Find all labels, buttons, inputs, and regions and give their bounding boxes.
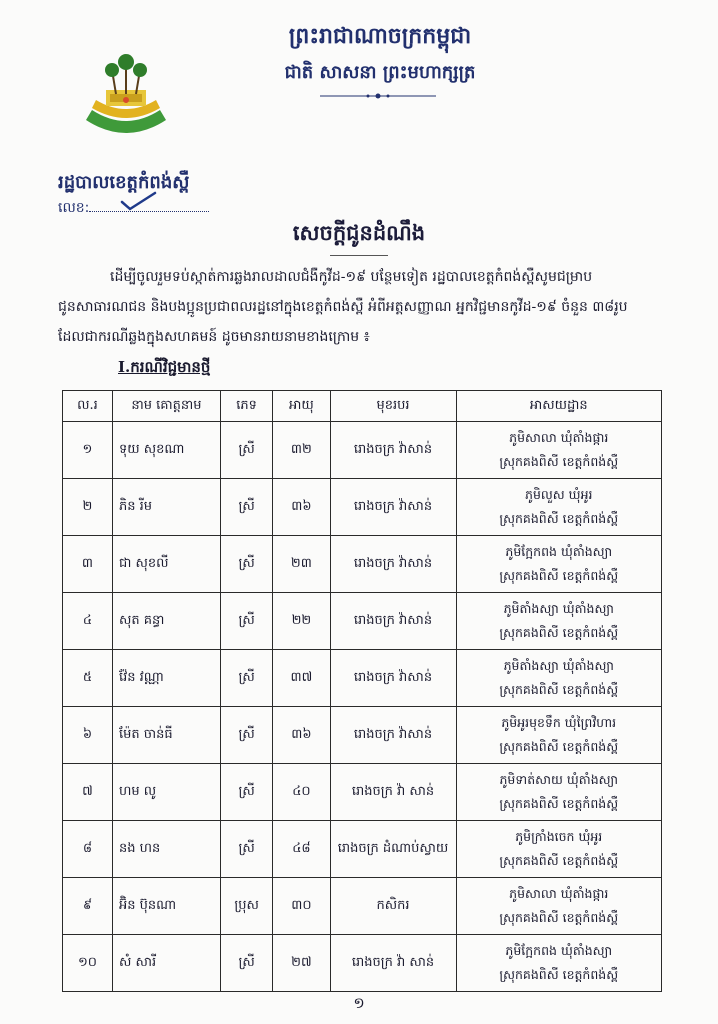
col-header-occupation: មុខរបរ (330, 391, 456, 422)
address-line-district: ស្រុកគងពិសី ខេត្តកំពង់ស្ពឺ (499, 796, 619, 811)
table-row (63, 821, 662, 878)
cell-age: ២៣ (273, 536, 330, 593)
address-line-district: ស្រុកគងពិសី ខេត្តកំពង់ស្ពឺ (499, 454, 619, 469)
cell-sex: ស្រី (220, 935, 272, 992)
cell-name: សុត គន្ធា (112, 593, 220, 650)
cell-age: ៣០ (273, 878, 330, 935)
kingdom-heading: ព្រះរាជាណាចក្រកម្ពុជា (288, 23, 472, 49)
cell-address (456, 479, 662, 536)
cell-name: វ៉ែន វណ្ណា (112, 650, 220, 707)
checkmark-icon (118, 190, 158, 212)
page-number: ១ (353, 994, 365, 1012)
cell-no: ៣ (63, 536, 113, 593)
cell-occupation: រោងចក្រ វ៉ាសាន់ (330, 536, 456, 593)
issuing-office: រដ្ឋបាលខេត្តកំពង់ស្ពឺ (58, 172, 190, 193)
address-line-village: ភូមិលួស ឃុំអូរ (525, 487, 593, 502)
reference-label: លេខ: (58, 200, 90, 216)
intro-paragraph: ដើម្បីចូលរួមទប់ស្កាត់ការឆ្លងរាលដាលជំងឺកូវីដ-១៩ បន្ថែមទៀត រដ្ឋបាលខេត្តកំពង់ស្ពឺសូមជម្រាប ជូនសាធារណជន និងបងប្អូនប្រជាពលរដ្ឋនៅក្នុងខេត្តកំពង់ស្ពឺ អំពីអត្តសញ្ញាណ អ្នកវិជ្ជមានកូវីដ-១៩ ចំនួន ៣៨រូប ដែលជាករណីឆ្លងក្នុងសហគមន៍ ដូចមានរាយនាមខាងក្រោម ៖ (58, 269, 628, 345)
cell-age: ៣៦ (273, 707, 330, 764)
cell-sex: ប្រុស (220, 878, 272, 935)
address-line-district: ស្រុកគងពិសី ខេត្តកំពង់ស្ពឺ (499, 967, 619, 982)
col-header-age: អាយុ (273, 391, 330, 422)
col-header-sex: ភេទ (220, 391, 272, 422)
cell-address (456, 821, 662, 878)
cell-age: ៣៧ (273, 650, 330, 707)
address-line-village: ភូមិក្អែកពង ឃុំតាំងស្យា (505, 943, 613, 958)
address-line-village: ភូមិសាលា ឃុំតាំងផ្ការ (509, 886, 609, 901)
cell-sex: ស្រី (220, 536, 272, 593)
table-row (63, 422, 662, 479)
table-row (63, 764, 662, 821)
cell-address (456, 650, 662, 707)
cell-sex: ស្រី (220, 764, 272, 821)
divider-ornament-icon (318, 92, 438, 100)
col-header-address: អាសយដ្ឋាន (456, 391, 662, 422)
cell-no: ៥ (63, 650, 113, 707)
cell-name: អ៊ិន ប៊ុនណា (112, 878, 220, 935)
cell-address (456, 707, 662, 764)
address-line-district: ស្រុកគងពិសី ខេត្តកំពង់ស្ពឺ (499, 625, 619, 640)
cell-address (456, 536, 662, 593)
table-header-row (63, 391, 662, 422)
address-line-village: ភូមិសាលា ឃុំតាំងផ្ការ (509, 430, 609, 445)
address-line-village: ភូមិអូរមុខទឹក ឃុំព្រៃវិហារ (501, 715, 617, 730)
cell-address (456, 422, 662, 479)
cell-occupation: រោងចក្រ ដំណាប់ស្វាយ (330, 821, 456, 878)
address-line-village: ភូមិទាត់សាយ ឃុំតាំងស្យា (499, 772, 619, 787)
cell-sex: ស្រី (220, 707, 272, 764)
address-line-village: ភូមិតាំងស្យា ឃុំតាំងស្យា (503, 658, 614, 673)
cell-occupation: រោងចក្រ វ៉ា សាន់ (330, 764, 456, 821)
cell-name: ភិន រីម (112, 479, 220, 536)
table-row (63, 707, 662, 764)
col-header-no: ល.រ (63, 391, 113, 422)
cell-name: ម៉ែត ចាន់ធី (112, 707, 220, 764)
address-line-village: ភូមិក្អែកពង ឃុំតាំងស្យា (505, 544, 613, 559)
cell-occupation: រោងចក្រ វ៉ាសាន់ (330, 479, 456, 536)
cell-no: ១០ (63, 935, 113, 992)
cell-age: ២២ (273, 593, 330, 650)
cell-address (456, 935, 662, 992)
cell-age: ៣៦ (273, 479, 330, 536)
cell-no: ៦ (63, 707, 113, 764)
cell-name: ទុយ សុខណា (112, 422, 220, 479)
cell-sex: ស្រី (220, 821, 272, 878)
address-line-district: ស្រុកគងពិសី ខេត្តកំពង់ស្ពឺ (499, 682, 619, 697)
col-header-name: នាម គោត្តនាម (112, 391, 220, 422)
address-line-district: ស្រុកគងពិសី ខេត្តកំពង់ស្ពឺ (499, 910, 619, 925)
national-motto: ជាតិ សាសនា ព្រះមហាក្សត្រ (284, 62, 476, 83)
table-row (63, 650, 662, 707)
cell-occupation: កសិករ (330, 878, 456, 935)
address-line-village: ភូមិតាំងស្យា ឃុំតាំងស្យា (503, 601, 614, 616)
table-body (63, 422, 662, 992)
cell-sex: ស្រី (220, 479, 272, 536)
cell-no: ៩ (63, 878, 113, 935)
cell-name: សំ សារី (112, 935, 220, 992)
cell-occupation: រោងចក្រ វ៉ាសាន់ (330, 422, 456, 479)
cell-age: ២៧ (273, 935, 330, 992)
cell-no: ៨ (63, 821, 113, 878)
cell-occupation: រោងចក្រ វ៉ាសាន់ (330, 650, 456, 707)
cell-sex: ស្រី (220, 593, 272, 650)
cell-sex: ស្រី (220, 650, 272, 707)
cell-name: ជា សុខលី (112, 536, 220, 593)
title-underline (330, 255, 388, 256)
address-line-village: ភូមិក្រាំងចេក ឃុំអូរ (515, 829, 603, 844)
cell-no: ៧ (63, 764, 113, 821)
cell-no: ៤ (63, 593, 113, 650)
province-emblem-icon (78, 50, 174, 146)
table-row (63, 536, 662, 593)
cell-no: ២ (63, 479, 113, 536)
cell-name: ហម លូ (112, 764, 220, 821)
cell-occupation: រោងចក្រ វ៉ាសាន់ (330, 593, 456, 650)
address-line-district: ស្រុកគងពិសី ខេត្តកំពង់ស្ពឺ (499, 568, 619, 583)
cell-age: ៣២ (273, 422, 330, 479)
cell-age: ៤០ (273, 764, 330, 821)
table-row (63, 479, 662, 536)
cell-no: ១ (63, 422, 113, 479)
section-heading: I.ករណីវិជ្ជមានថ្មី (118, 358, 211, 376)
table-row (63, 593, 662, 650)
document-title: សេចក្ដីជូនដំណឹង (292, 220, 426, 245)
cell-address (456, 593, 662, 650)
cell-occupation: រោងចក្រ វ៉ា សាន់ (330, 935, 456, 992)
table-row (63, 878, 662, 935)
cell-occupation: រោងចក្រ វ៉ាសាន់ (330, 707, 456, 764)
cell-age: ៤៨ (273, 821, 330, 878)
cell-sex: ស្រី (220, 422, 272, 479)
table-row (63, 935, 662, 992)
cell-name: នង ហន (112, 821, 220, 878)
address-line-district: ស្រុកគងពិសី ខេត្តកំពង់ស្ពឺ (499, 853, 619, 868)
cell-address (456, 764, 662, 821)
address-line-district: ស្រុកគងពិសី ខេត្តកំពង់ស្ពឺ (499, 511, 619, 526)
address-line-district: ស្រុកគងពិសី ខេត្តកំពង់ស្ពឺ (499, 739, 619, 754)
cases-table (62, 390, 662, 992)
cell-address (456, 878, 662, 935)
